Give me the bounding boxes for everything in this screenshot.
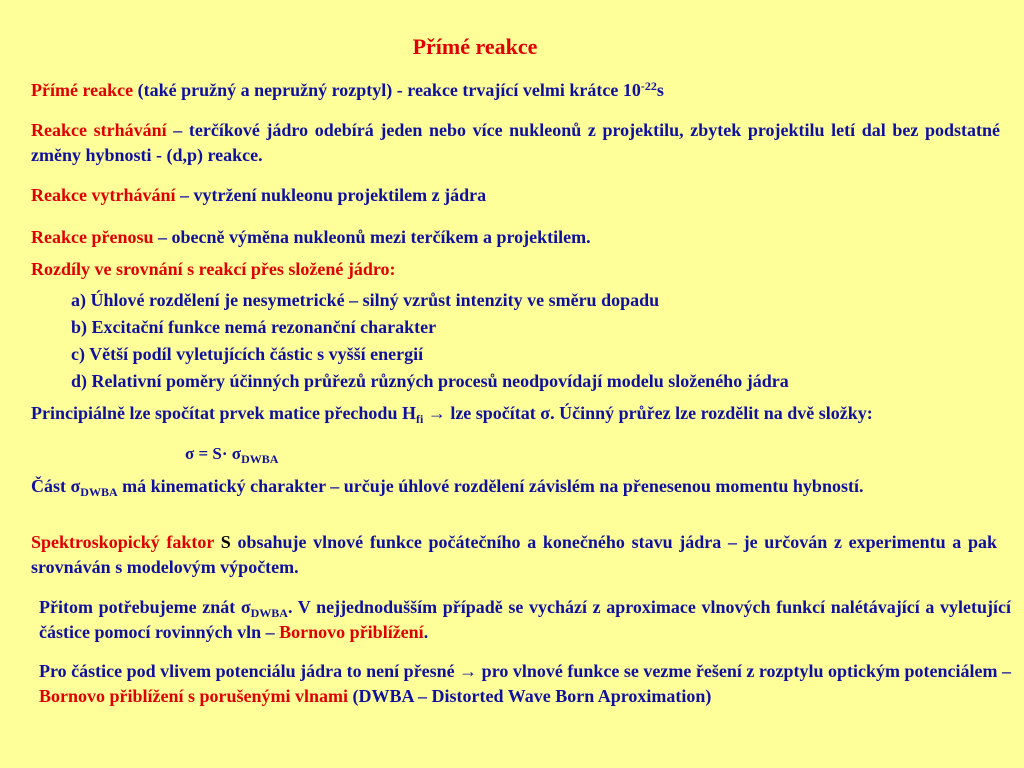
- born-text-b: . V nejjednodušším případě se vychází z aproximace vlnových funkcí nalétávající a vyletující částice pomocí rovinných vln –: [39, 597, 1012, 642]
- paragraph-spectroscopic-factor: [31, 530, 997, 580]
- paragraph-dwba: [39, 659, 1011, 709]
- born-text-a: Přitom potřebujeme znát σ: [39, 597, 251, 617]
- transfer-text: – obecně výměna nukleonů mezi terčíkem a projektilem.: [158, 227, 591, 247]
- formula: [185, 442, 278, 466]
- formula-lhs: σ = S· σ: [185, 444, 242, 463]
- matrix-h: H: [401, 403, 416, 423]
- term-direct-reactions: Přímé reakce: [31, 80, 134, 100]
- matrix-h-sub: fi: [415, 412, 424, 426]
- matrix-text-a: Principiálně lze spočítat prvek matice přechodu: [31, 403, 402, 423]
- page-title: Přímé reakce: [412, 34, 538, 59]
- dwba-text-b: (DWBA – Distorted Wave Born Aproximation): [348, 686, 712, 706]
- sigma-dwba-text-a: Část σ: [31, 476, 81, 496]
- paragraph-sigma-dwba: [31, 474, 979, 499]
- difference-item-d: d) Relativní poměry účinných průřezů různých procesů neodpovídají modelu složeného jádra: [71, 371, 789, 391]
- unit-seconds: s: [656, 80, 664, 100]
- paragraph-stripping: [31, 118, 1000, 168]
- born-sub: DWBA: [250, 606, 288, 620]
- born-text-c: .: [423, 622, 429, 642]
- term-transfer: Reakce přenosu: [31, 227, 154, 247]
- difference-item-a: a) Úhlové rozdělení je nesymetrické – silný vzrůst intenzity ve směru dopadu: [71, 290, 660, 310]
- sigma-dwba-sub: DWBA: [80, 485, 118, 499]
- term-spectroscopic-factor: Spektroskopický faktor: [31, 532, 215, 552]
- paragraph-transfer: [31, 225, 591, 249]
- matrix-sigma: σ: [540, 403, 551, 423]
- exponent: -22: [640, 79, 657, 93]
- sigma-dwba-text-b: má kinematický charakter – určuje úhlové rozdělení závislém na přenesenou momentu hybností.: [117, 476, 864, 496]
- dwba-text-a: Pro částice pod vlivem potenciálu jádra to není přesné → pro vlnové funkce se vezme řešení z rozptylu optickým potenciálem –: [39, 661, 1011, 681]
- direct-reactions-text: (také pružný a nepružný rozptyl) - reakce trvající velmi krátce 10: [137, 80, 641, 100]
- factor-s: S: [214, 532, 231, 552]
- pickup-text: – vytržení nukleonu projektilem z jádra: [179, 185, 487, 205]
- difference-item-b: b) Excitační funkce nemá rezonanční charakter: [71, 317, 437, 337]
- spectroscopic-text: obsahuje vlnové funkce počátečního a konečného stavu jádra – je určován z experimentu a pak srovnáván s modelovým výpočtem.: [31, 532, 998, 577]
- paragraph-matrix-element: [31, 400, 1000, 426]
- stripping-text: – terčíkové jádro odebírá jeden nebo více nukleonů z projektilu, zbytek projektilu letí dal bez podstatné změny hybnosti - (d,p) reakce.: [31, 120, 1000, 165]
- difference-item-c: c) Větší podíl vyletujících částic s vyšší energií: [71, 344, 424, 364]
- paragraph-pickup: [31, 183, 486, 207]
- formula-sub: DWBA: [241, 452, 279, 466]
- paragraph-born-approximation: [39, 595, 1011, 645]
- term-pickup: Reakce vytrhávání: [31, 185, 176, 205]
- term-dwba: Bornovo přiblížení s porušenými vlnami: [39, 686, 349, 706]
- term-stripping: Reakce strhávání: [31, 120, 167, 140]
- matrix-text-b: → lze spočítat: [423, 403, 541, 423]
- term-born-approximation: Bornovo přiblížení: [279, 622, 424, 642]
- differences-heading: Rozdíly ve srovnání s reakcí přes složené jádro:: [31, 259, 396, 279]
- matrix-text-c: . Účinný průřez lze rozdělit na dvě složky:: [550, 403, 873, 423]
- paragraph-direct-reactions: [31, 78, 664, 102]
